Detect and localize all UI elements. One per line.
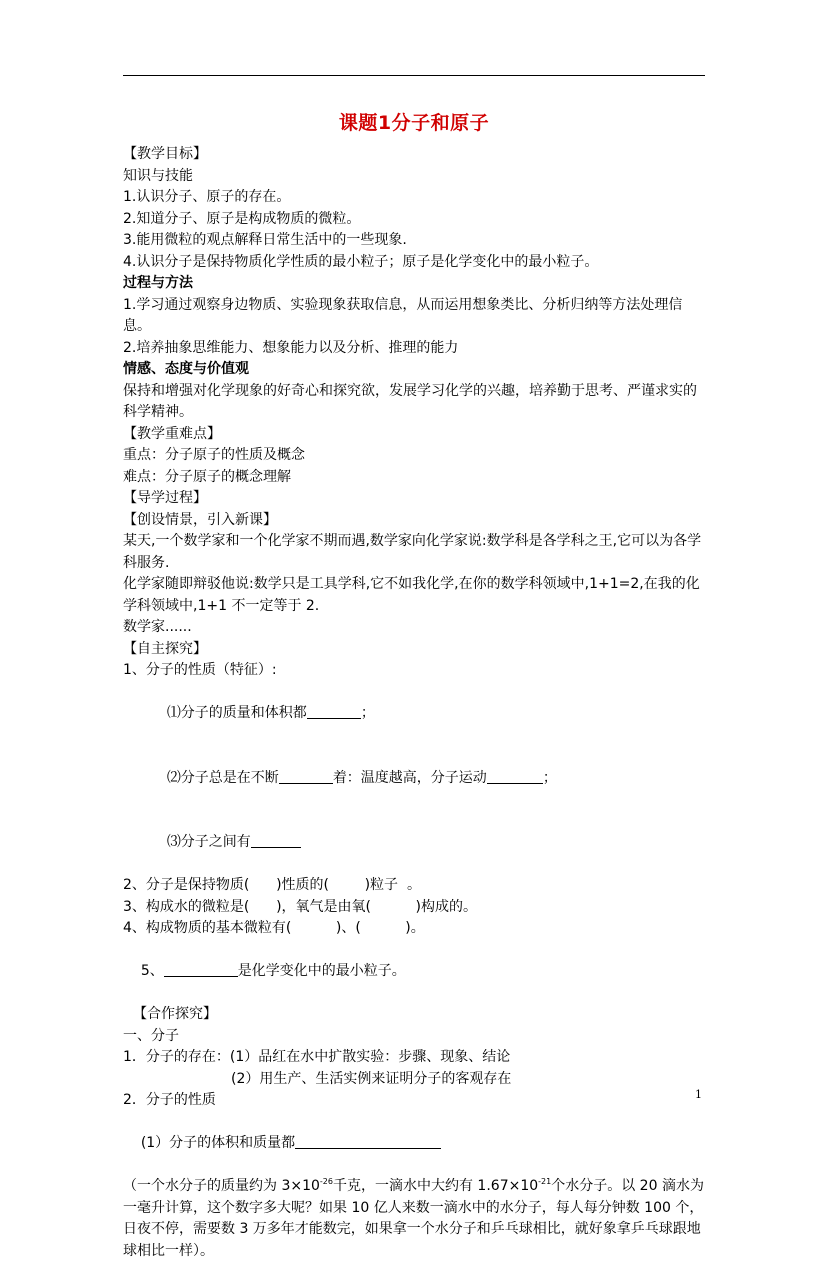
process-heading: 过程与方法 [123,275,193,291]
paragraph-2: 2．分子的性质 [123,1092,216,1108]
knowledge-item: 3.能用微粒的观点解释日常生活中的一些现象. [123,232,407,248]
question-5 [123,940,705,1005]
document-title: 课题1分子和原子 [338,112,490,134]
fill-blank [164,962,238,977]
page-number: 1 [695,1088,702,1101]
difficult-point: 难点：分子原子的概念理解 [123,468,291,485]
objectives-heading: 【教学目标】 [123,146,207,162]
fill-blank [251,833,301,848]
question-text: ⑶分子之间有 [166,834,251,850]
coop-heading: 【合作探究】 [133,1006,217,1022]
story-paragraph: 化学家随即辩驳他说:数学只是工具学科,它不如我化学,在你的数学科领域中,1+1=2,在我的化学科领域中,1+1 不一定等于 2. [123,576,700,614]
question-3: 3、构成水的微粒是( )，氧气是由氧( )构成的。 [123,898,477,915]
question-text: 5、 [140,963,164,979]
note-text: 个水分子。以 20 滴水为一毫升计算，这个数字多大呢？如果 10 亿人来数一滴水中的水分子，每人每分钟数 100 个，日夜不停，需要数 3 万多年才能数完，如果拿一个水分子和乒乓球相比，就好象拿乒乓球跟地球相比一样）。 [123,1178,704,1259]
question-text: ⑴分子的质量和体积都 [166,705,307,721]
note-text: （一个水分子的质量约为 3×10 [123,1178,320,1194]
question-1a [123,682,705,747]
question-1b [123,746,705,811]
document-body [123,110,705,1262]
knowledge-item: 4.认识分子是保持物质化学性质的最小粒子；原子是化学变化中的最小粒子。 [123,253,599,270]
fill-blank [307,704,361,719]
guide-heading: 【导学过程】 [123,490,207,506]
question-1: 1、分子的性质（特征）: [123,662,277,678]
header-rule [123,75,705,76]
question-text: (1）分子的体积和质量都 [140,1135,296,1151]
attitude-text: 保持和增强对化学现象的好奇心和探究欲，发展学习化学的兴趣，培养勤于思考、严谨求实的科学精神。 [123,382,697,420]
key-point: 重点：分子原子的性质及概念 [123,447,305,463]
fill-blank [487,769,543,784]
process-item: 1.学习通过观察身边物质、实验现象获取信息，从而运用想象类比、分析归纳等方法处理信息。 [123,296,683,334]
exponent: -21 [538,1177,552,1186]
question-text: ； [360,705,375,721]
question-text: ； [542,769,557,786]
paragraph-1-2: (2）用生产、生活实例来证明分子的客观存在 [231,1070,512,1087]
story-paragraph: 某天,一个数学家和一个化学家不期而遇,数学家向化学家说:数学科是各学科之王,它可以为各学科服务. [123,533,702,571]
self-explore-heading: 【自主探究】 [123,640,207,657]
knowledge-item: 1.认识分子、原子的存在。 [123,189,291,205]
part-one-heading: 一、分子 [123,1027,179,1044]
question-2: 2、分子是保持物质( )性质的( )粒子 。 [123,877,421,893]
paragraph-2-note [123,1176,705,1262]
paragraph-2-1 [123,1112,705,1177]
note-text: 千克，一滴水中大约有 1.67×10 [332,1178,539,1194]
story-paragraph: 数学家...... [123,619,192,635]
paragraph-1: 1．分子的存在：(1）品红在水中扩散实验：步骤、现象、结论 [123,1049,511,1065]
knowledge-heading: 知识与技能 [123,167,193,184]
knowledge-item: 2.知道分子、原子是构成物质的微粒。 [123,210,361,227]
question-text: ⑵分子总是在不断 [166,769,279,786]
question-1c [123,811,705,876]
process-item: 2.培养抽象思维能力、想象能力以及分析、推理的能力 [123,339,459,356]
fill-blank [295,1134,441,1149]
question-text: 着：温度越高，分子运动 [332,769,487,786]
key-heading: 【教学重难点】 [123,425,221,442]
exponent: -26 [319,1177,333,1186]
question-4: 4、构成物质的基本微粒有( )、( )。 [123,920,425,936]
scenario-heading: 【创设情景，引入新课】 [123,511,277,528]
question-text: 是化学变化中的最小粒子。 [237,963,406,979]
attitude-heading: 情感、态度与价值观 [123,361,249,377]
fill-blank [279,769,333,784]
